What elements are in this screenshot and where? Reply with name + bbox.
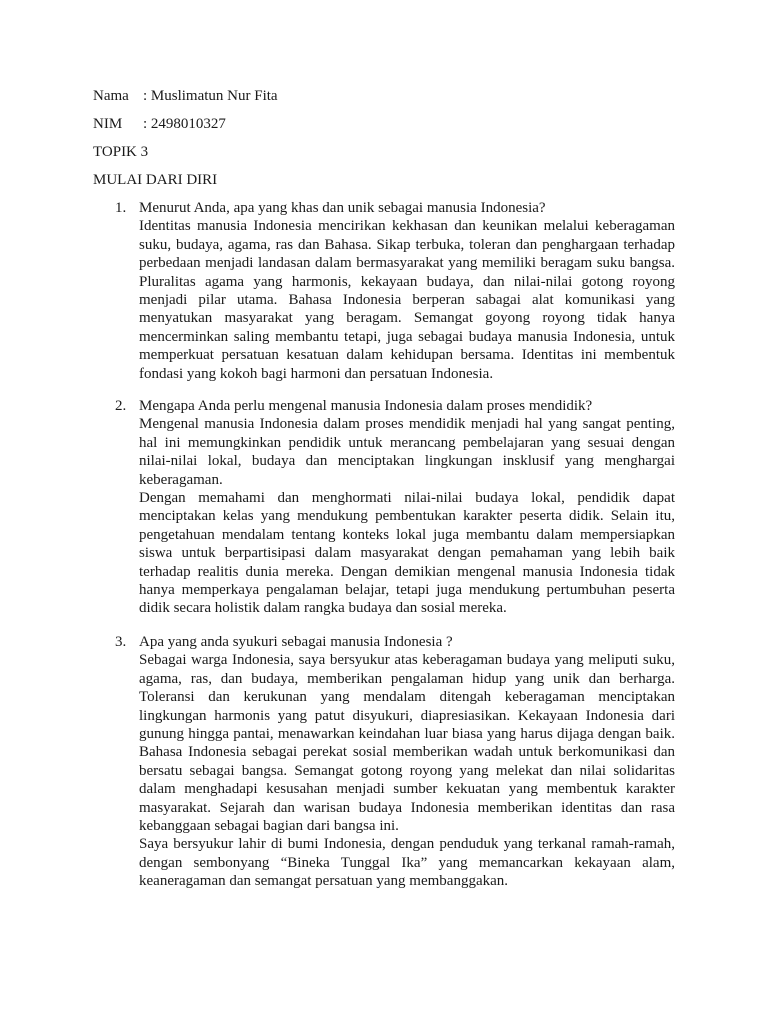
answer-paragraph: Sebagai warga Indonesia, saya bersyukur atas keberagaman budaya yang meliputi suku, agama, ras, dan budaya, memberikan pengalaman hidup yang unik dan berharga. Toleransi dan kerukunan yang mendalam ditengah keberagaman menciptakan lingkungan harmonis yang patut disyukuri, diapresiasikan. Kekayaan Indonesia dari gunung hingga pantai, menawarkan keindahan luar biasa yang harus dijaga dengan baik. Bahasa Indonesia sebagai perekat sosial memberikan wadah untuk berkomunikasi dan bersatu sebagai bangsa. Semangat gotong royong yang melekat dan nilai solidaritas dalam menghadapi kesusahan menjadi sumber kekuatan yang membentuk karakter masyarakat. Sejarah dan warisan budaya Indonesia memberikan identitas dan rasa kebanggaan sebagai bagian dari bangsa ini.: [139, 652, 675, 835]
answer-paragraph: Identitas manusia Indonesia mencirikan kekhasan dan keunikan melalui keberagaman suku, budaya, agama, ras dan Bahasa. Sikap terbuka, toleran dan penghargaan terhadap perbedaan menjadi landasan dalam bermasyarakat yang memiliki beragam suku bangsa. Pluralitas agama yang harmonis, kekayaan budaya, dan nilai-nilai gotong royong menjadi pilar utama. Bahasa Indonesia berperan sabagai alat komunikasi yang menyatukan masyarakat yang beragam. Semangat goyong royong tidak hanya mencerminkan saling membantu tetapi, juga sebagai budaya manusia Indonesia, untuk memperkuat persatuan kesatuan dalam kehidupan bersama. Identitas ini membentuk fondasi yang kokoh bagi harmoni dan persatuan Indonesia.: [139, 218, 675, 382]
answer-paragraph: Dengan memahami dan menghormati nilai-nilai budaya lokal, pendidik dapat menciptakan kelas yang mendukung pembentukan karakter peserta didik. Selain itu, pengetahuan mendalam tentang konteks lokal juga membantu dalam mempersiapkan siswa untuk berpartisipasi dalam masyarakat dengan pemahaman yang lebih baik terhadap realitis dunia mereka. Dengan demikian mengenal manusia Indonesia tidak hanya memperkaya pengalaman belajar, tetapi juga mendukung pertumbuhan peserta didik secara holistik dalam rangka budaya dan sosial mereka.: [139, 490, 675, 617]
question-item-2: [113, 397, 675, 618]
question-text: Apa yang anda syukuri sebagai manusia Indonesia ?: [139, 634, 453, 650]
name-label: Nama: [93, 88, 129, 104]
answer-block: [139, 415, 675, 617]
question-heading: [113, 199, 675, 217]
question-text: Mengapa Anda perlu mengenal manusia Indonesia dalam proses mendidik?: [139, 398, 593, 414]
nim-row: [93, 115, 226, 133]
name-row: [93, 87, 278, 105]
nim-label: NIM: [93, 116, 123, 132]
question-heading: [113, 397, 675, 415]
question-number: 3.: [115, 634, 127, 650]
answer-block: [139, 217, 675, 383]
name-value: : Muslimatun Nur Fita: [143, 88, 278, 104]
answer-paragraph: Mengenal manusia Indonesia dalam proses mendidik menjadi hal yang sangat penting, hal ini memungkinkan pendidik untuk merancang pembelajaran yang sesuai dengan nilai-nilai lokal, budaya dan menciptakan lingkungan insklusif yang menghargai keberagaman.: [139, 416, 675, 488]
topic-heading: TOPIK 3: [93, 144, 149, 160]
question-item-1: [113, 199, 675, 383]
question-item-3: [113, 633, 675, 891]
section-title: MULAI DARI DIRI: [93, 172, 218, 188]
answer-block: [139, 651, 675, 890]
question-number: 1.: [115, 200, 127, 216]
nim-value: : 2498010327: [143, 116, 226, 132]
question-number: 2.: [115, 398, 127, 414]
question-heading: [113, 633, 675, 651]
question-text: Menurut Anda, apa yang khas dan unik sebagai manusia Indonesia?: [139, 200, 546, 216]
answer-paragraph: Saya bersyukur lahir di bumi Indonesia, dengan penduduk yang terkanal ramah-ramah, dengan sembonyang “Bineka Tunggal Ika” yang memancarkan kekayaan alam, keaneragaman dan semangat persatuan yang membanggakan.: [139, 836, 675, 890]
